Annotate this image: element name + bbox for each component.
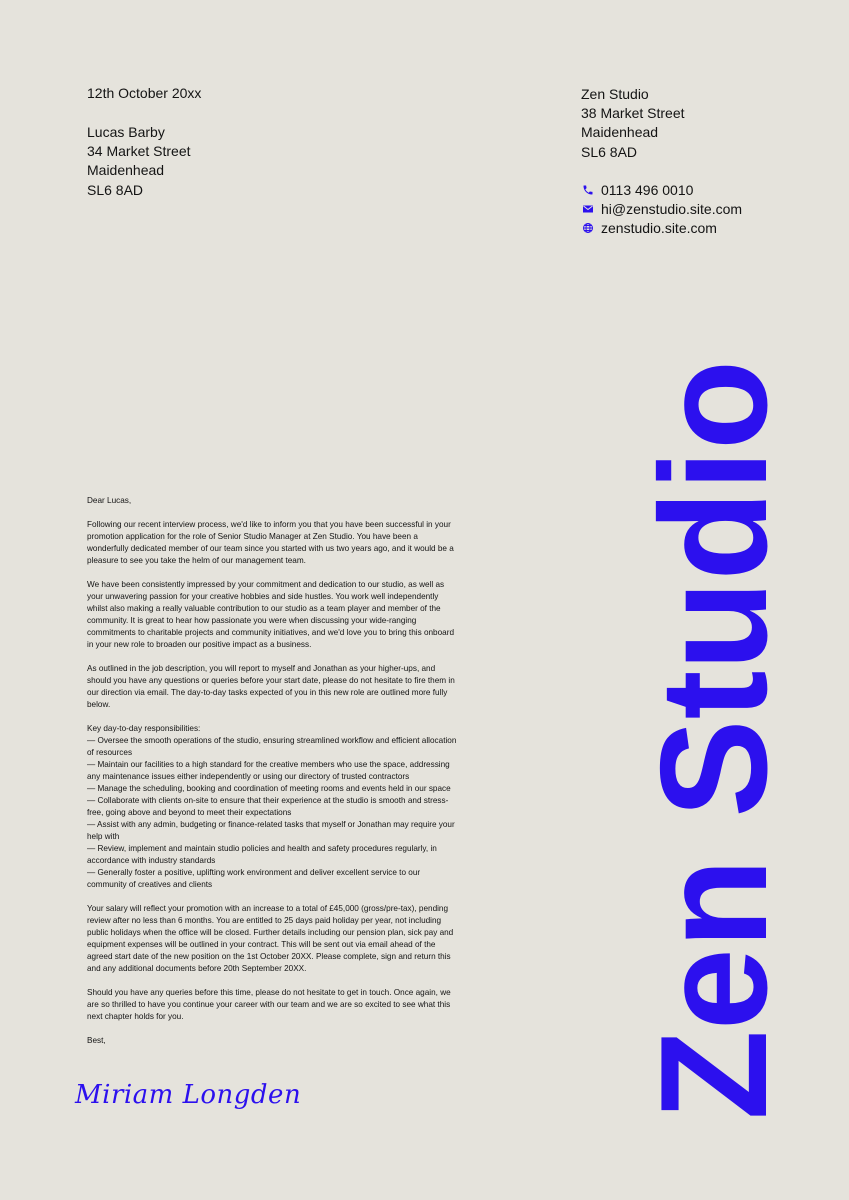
letter-date: 12th October 20xx xyxy=(87,85,202,101)
sender-address xyxy=(581,85,685,162)
letter-paragraph: Should you have any queries before this time, please do not hesitate to get in touch. Once again, we are so thrilled to have you continue your career with our team and we are so excited to see what this next chapter holds for you. xyxy=(87,988,451,1021)
brand-wordmark xyxy=(629,334,799,1120)
contact-phone xyxy=(581,180,742,199)
responsibilities-heading: Key day-to-day responsibilities: xyxy=(87,724,201,733)
contact-email xyxy=(581,199,742,218)
signature: Miriam Longden xyxy=(75,1080,302,1110)
sender-postcode: SL6 8AD xyxy=(581,143,638,160)
list-item: — Review, implement and maintain studio policies and health and safety procedures regularly, in accordance with industry standards xyxy=(87,844,437,865)
responsibilities-list xyxy=(87,723,461,891)
envelope-icon xyxy=(581,202,594,215)
list-item: — Generally foster a positive, uplifting work environment and deliver excellent service to our community of creatives and clients xyxy=(87,868,421,889)
wordmark-text: Zen Studio xyxy=(629,334,799,1120)
recipient-city: Maidenhead xyxy=(87,162,165,179)
list-item: — Manage the scheduling, booking and coordination of meeting rooms and events held in our space xyxy=(87,784,451,793)
recipient-address xyxy=(87,123,191,200)
letter-paragraph: Following our recent interview process, we'd like to inform you that you have been successful in your promotion application for the role of Senior Studio Manager at Zen Studio. You have been a wonderfully dedicated member of our team since you started with us two years ago, and it would be a pleasure to see you take the helm of our management team. xyxy=(87,520,454,565)
salutation: Dear Lucas, xyxy=(87,496,132,505)
website-url[interactable]: zenstudio.site.com xyxy=(601,219,717,236)
closing: Best, xyxy=(87,1036,106,1045)
phone-icon xyxy=(581,183,594,196)
sender-city: Maidenhead xyxy=(581,124,659,141)
recipient-street: 34 Market Street xyxy=(87,143,191,160)
contact-website xyxy=(581,218,742,237)
letter-paragraph: We have been consistently impressed by your commitment and dedication to our studio, as well as your unwavering passion for your creative hobbies and side hustles. You work well independently whilst also making a really valuable contribution to our studio as a team player and member of the community. It is great to hear how passionate you were when discussing your wide-ranging commitments to charitable projects and community initiatives, and we'd love you to bring this onboard in your new role to broaden our positive impact as a business. xyxy=(87,580,454,649)
recipient-postcode: SL6 8AD xyxy=(87,181,144,198)
list-item: — Assist with any admin, budgeting or finance-related tasks that myself or Jonathan may require your help with xyxy=(87,820,455,841)
list-item: — Maintain our facilities to a high standard for the creative members who use the space, addressing any maintenance issues either independently or using our directory of trusted contractors xyxy=(87,760,450,781)
list-item: — Oversee the smooth operations of the studio, ensuring streamlined workflow and efficient allocation of resources xyxy=(87,736,457,757)
sender-street: 38 Market Street xyxy=(581,105,685,122)
sender-company: Zen Studio xyxy=(581,86,649,102)
letter-body xyxy=(87,495,461,1059)
phone-number[interactable]: 0113 496 0010 xyxy=(601,181,694,198)
list-item: — Collaborate with clients on-site to ensure that their experience at the studio is smooth and stress-free, going above and beyond to meet their expectations xyxy=(87,796,449,817)
globe-icon xyxy=(581,221,594,234)
email-address[interactable]: hi@zenstudio.site.com xyxy=(601,200,743,217)
contact-details xyxy=(581,180,742,238)
letter-paragraph: Your salary will reflect your promotion with an increase to a total of £45,000 (gross/pre-tax), pending review after no less than 6 months. You are entitled to 25 days paid holiday per year, not including public holidays when the office will be closed. Further details including our pension plan, sick pay and equipment expenses will be outlined in your contract. This will be sent out via email ahead of the agreed start date of the new position on the 1st October 20XX. Please complete, sign and return this and any additional documents before 20th September 20XX. xyxy=(87,904,454,973)
letter-paragraph: As outlined in the job description, you will report to myself and Jonathan as your higher-ups, and should you have any questions or queries before your start date, please do not hesitate to fire them in our direction via email. The day-to-day tasks expected of you in this new role are outlined more fully below. xyxy=(87,664,455,709)
recipient-name: Lucas Barby xyxy=(87,124,165,140)
